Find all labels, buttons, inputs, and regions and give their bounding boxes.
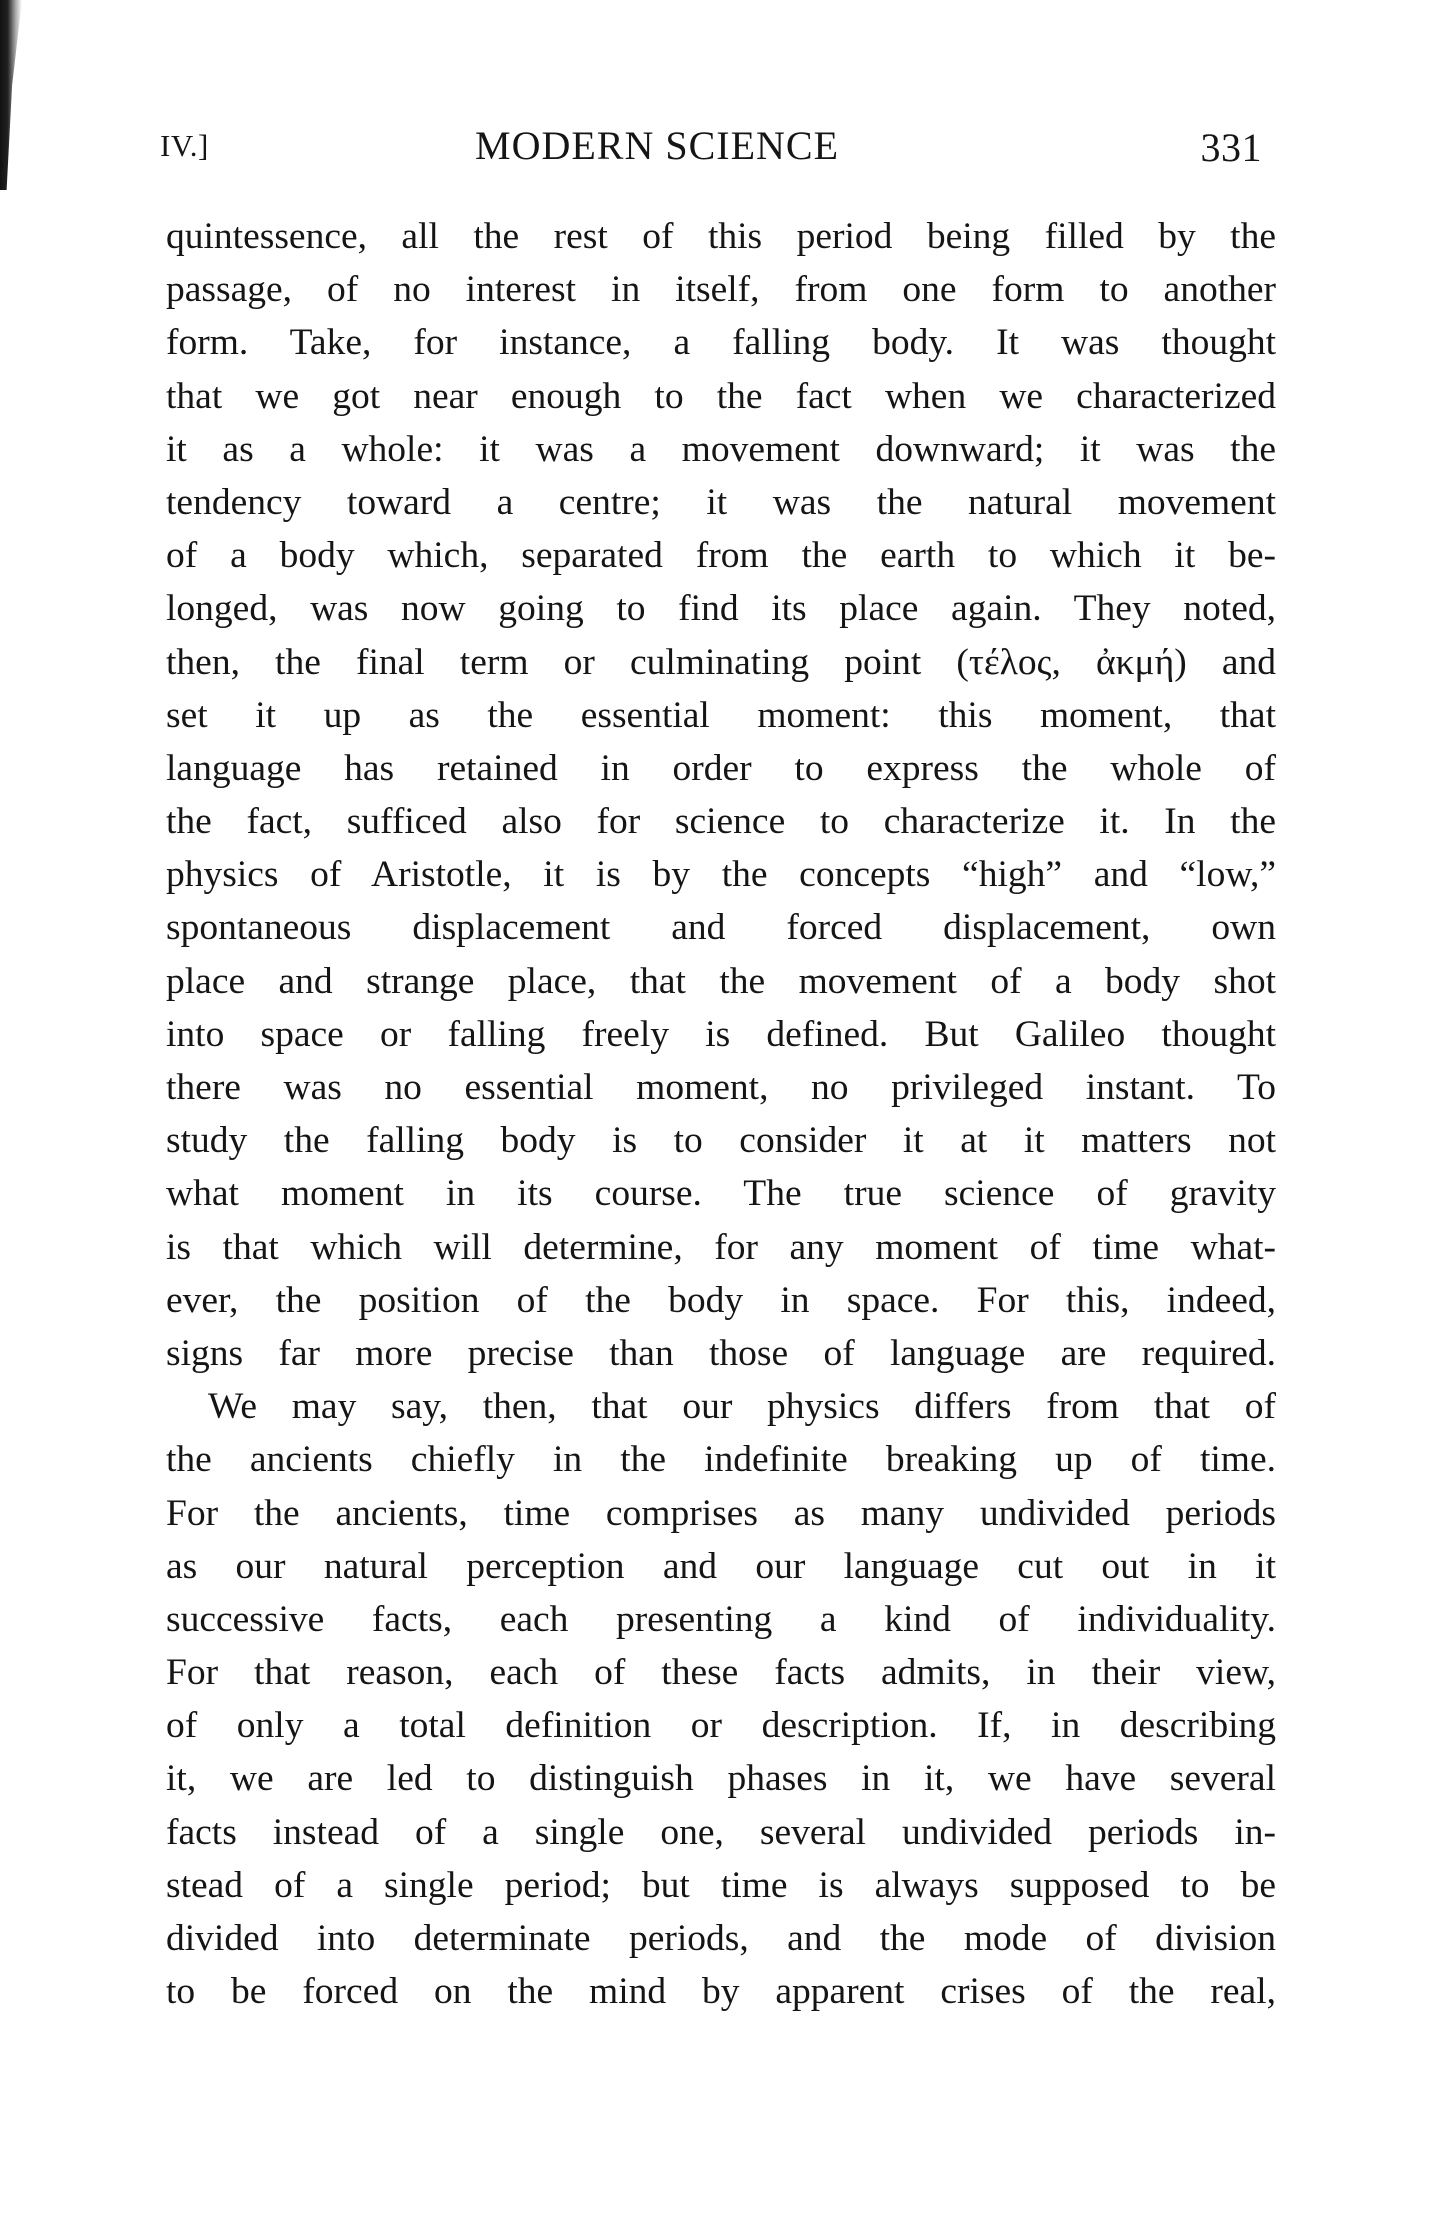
text-line: form. Take, for instance, a falling body. It was thought xyxy=(166,322,1276,364)
scan-edge-mark xyxy=(0,0,22,190)
paragraph-1 xyxy=(166,210,1276,1380)
text-line: signs far more precise than those of language are required. xyxy=(166,1332,1276,1374)
text-line: place and strange place, that the movement of a body shot xyxy=(166,960,1276,1002)
text-line: the ancients chiefly in the indefinite breaking up of time. xyxy=(166,1439,1276,1481)
body-text xyxy=(166,210,1276,2018)
text-line: it, we are led to distinguish phases in it, we have several xyxy=(166,1758,1276,1800)
text-line: physics of Aristotle, it is by the concepts “high” and “low,” xyxy=(166,854,1276,896)
text-line: to be forced on the mind by apparent crises of the real, xyxy=(166,1971,1276,2013)
text-line: passage, of no interest in itself, from one form to another xyxy=(166,269,1276,311)
text-line: quintessence, all the rest of this period being filled by the xyxy=(166,216,1276,257)
text-line: ever, the position of the body in space. For this, indeed, xyxy=(166,1279,1276,1321)
text-line: as our natural perception and our language cut out in it xyxy=(166,1545,1276,1587)
text-line: language has retained in order to express the whole of xyxy=(166,747,1276,789)
text-line: tendency toward a centre; it was the natural movement xyxy=(166,481,1276,523)
paragraph-2 xyxy=(166,1380,1276,2018)
text-line: the fact, sufficed also for science to characterize it. In the xyxy=(166,801,1276,843)
chapter-marker: IV.] xyxy=(160,128,209,163)
text-line: successive facts, each presenting a kind of individuality. xyxy=(166,1598,1276,1640)
text-line: We may say, then, that our physics differs from that of xyxy=(208,1386,1276,1428)
text-line: facts instead of a single one, several undivided periods in- xyxy=(166,1811,1276,1853)
text-line: divided into determinate periods, and the mode of division xyxy=(166,1918,1276,1959)
page-number: 331 xyxy=(1200,125,1262,170)
text-line: that we got near enough to the fact when we characterized xyxy=(166,375,1276,417)
text-line: spontaneous displacement and forced displacement, own xyxy=(166,907,1276,949)
text-line: of only a total definition or description. If, in describing xyxy=(166,1705,1276,1747)
text-line: there was no essential moment, no privileged instant. To xyxy=(166,1067,1276,1108)
text-line: For the ancients, time comprises as many undivided periods xyxy=(166,1492,1276,1534)
text-line: study the falling body is to consider it at it matters not xyxy=(166,1120,1276,1162)
text-line: For that reason, each of these facts admits, in their view, xyxy=(166,1652,1276,1694)
text-line: of a body which, separated from the earth to which it be- xyxy=(166,535,1276,577)
text-line: it as a whole: it was a movement downward; it was the xyxy=(166,428,1276,470)
text-line: stead of a single period; but time is always supposed to be xyxy=(166,1864,1276,1906)
text-line: is that which will determine, for any moment of time what- xyxy=(166,1226,1276,1268)
page-title: MODERN SCIENCE xyxy=(475,123,840,168)
running-head xyxy=(160,122,1280,174)
text-line: then, the final term or culminating point (τέλος, ἀκμή) and xyxy=(166,641,1276,683)
text-line: what moment in its course. The true science of gravity xyxy=(166,1173,1276,1215)
text-line: into space or falling freely is defined. But Galileo thought xyxy=(166,1013,1276,1055)
text-line: set it up as the essential moment: this moment, that xyxy=(166,694,1276,736)
text-line: longed, was now going to find its place again. They noted, xyxy=(166,588,1276,630)
